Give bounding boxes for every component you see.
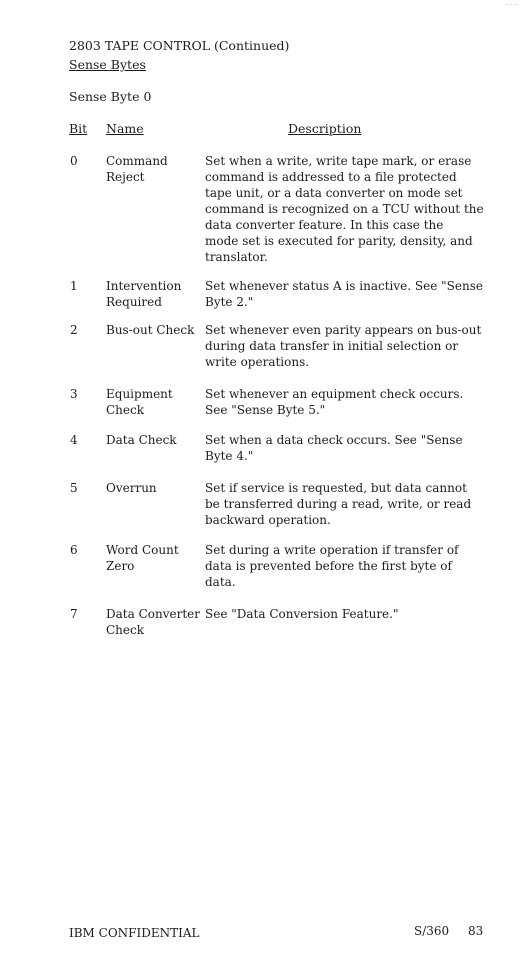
bit-cell: 4 <box>70 433 78 447</box>
description-cell: Set when a write, write tape mark, or erase command is addressed to a file protected tape unit, or a data converter on mode set command is recognized on a TCU without the data converter feature. In this case the mode set is executed for parity, density, and translator. <box>205 154 484 264</box>
scan-mark <box>506 4 518 13</box>
name-cell: Bus-out Check <box>106 323 195 337</box>
page-number: 83 <box>468 924 484 938</box>
column-header-description: Description <box>288 121 362 136</box>
subsection-heading: Sense Byte 0 <box>69 89 152 104</box>
name-cell: Word Count Zero <box>106 543 179 573</box>
description-cell: Set whenever status A is inactive. See "Sense Byte 2." <box>205 279 483 309</box>
description-cell: Set whenever even parity appears on bus-out during data transfer in initial selection or write operations. <box>205 323 482 369</box>
name-cell: Data Converter Check <box>106 607 200 637</box>
description-cell: Set if service is requested, but data cannot be transferred during a read, write, or read backward operation. <box>205 481 472 527</box>
footer-system: S/360 <box>414 924 450 938</box>
bit-cell: 6 <box>70 543 78 557</box>
description-cell: Set when a data check occurs. See "Sense Byte 4." <box>205 433 463 463</box>
description-cell: Set whenever an equipment check occurs. See "Sense Byte 5." <box>205 387 464 417</box>
description-cell: Set during a write operation if transfer of data is prevented before the first byte of data. <box>205 543 459 589</box>
bit-cell: 0 <box>70 154 78 168</box>
name-cell: Data Check <box>106 433 177 447</box>
bit-cell: 7 <box>70 607 78 621</box>
name-cell: Intervention Required <box>106 279 182 309</box>
bit-cell: 5 <box>70 481 78 495</box>
page-title: 2803 TAPE CONTROL (Continued) <box>69 38 290 53</box>
column-header-name: Name <box>106 121 144 136</box>
column-header-bit: Bit <box>69 121 88 136</box>
bit-cell: 2 <box>70 323 78 337</box>
bit-cell: 3 <box>70 387 78 401</box>
name-cell: Overrun <box>106 481 157 495</box>
bit-cell: 1 <box>70 279 78 293</box>
name-cell: Equipment Check <box>106 387 173 417</box>
description-cell: See "Data Conversion Feature." <box>205 607 399 621</box>
section-heading: Sense Bytes <box>69 57 146 72</box>
name-cell: Command Reject <box>106 154 168 184</box>
footer-confidential: IBM CONFIDENTIAL <box>69 926 200 940</box>
